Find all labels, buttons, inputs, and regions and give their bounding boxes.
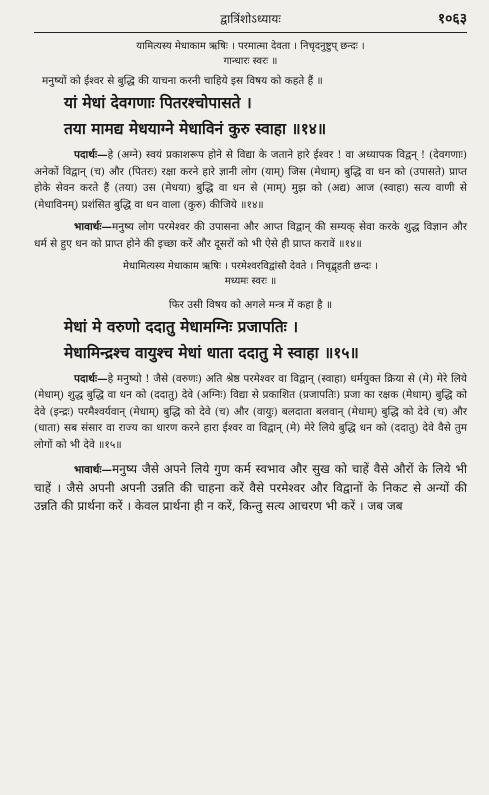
- mantra-15-intro: फिर उसी विषय को अगले मन्त्र में कहा है ॥: [168, 298, 333, 311]
- mantra-15-padartha: [34, 371, 467, 454]
- page-number: १०६३: [437, 11, 467, 27]
- bhavartha-label: भावार्थः—: [74, 463, 112, 476]
- padartha-text: हे (अग्ने) स्वयं प्रकाशरूप होने से विद्या के जताने हारे ईश्वर ! वा अध्यापक विद्वन् ! (देवगणाः) अनेकों विद्वान् (च) और (पितरः) रक्षा करने हारे ज्ञानी लोग (याम्) जिस (मेधाम्) बुद्धि वा धन को (उपासते) प्राप्त होके सेवन करते हैं (तया) उस (मेधया) बुद्धि वा धन से (माम्) मुझ को (अद्य) आज (स्वाहा) सत्य वाणी से (मेधाविनम्) प्रशंसित बुद्धि वा धन वाला (कुरु) कीजिये ॥१४॥: [34, 149, 467, 211]
- bhavartha-text: मनुष्य जैसे अपने लिये गुण कर्म स्वभाव और सुख को चाहें वैसे औरों के लिये भी चाहें । जैसे अपनी अपनी उन्नति की चाहना करें वैसे परमेश्वर और विद्वानों के निकट से अन्यों की उन्नति की प्रार्थना करें । केवल प्रार्थना ही न करें, किन्तु सत्य आचरण भी करें । जब जब: [34, 461, 467, 513]
- mantra-14-line-1: यां मेधां देवगणाः पितरश्चोपासते ।: [64, 93, 252, 112]
- chapter-title: द्वात्रिंशोऽध्यायः: [220, 12, 281, 26]
- bhavartha-label: भावार्थः—: [74, 221, 112, 234]
- header-rule: [34, 32, 467, 33]
- mantra-15-bhavartha: [34, 460, 467, 515]
- mantra-14-meta: [34, 39, 467, 69]
- padartha-label: पदार्थः—: [74, 149, 108, 161]
- mantra-15-rishi-line: मेधामित्यस्य मेधाकाम ऋषिः । परमेश्वरविद्वांसौ देवते । निचृद्बृहती छन्दः ।: [123, 260, 378, 272]
- mantra-15-svara-line: मध्यमः स्वरः ॥: [224, 275, 277, 287]
- padartha-label: पदार्थः—: [74, 372, 108, 385]
- mantra-14-bhavartha: [34, 219, 467, 252]
- padartha-text: हे मनुष्यो ! जैसे (वरुणः) अति श्रेष्ठ परमेश्वर वा विद्वान् (स्वाहा) धर्मयुक्त क्रिया से (मे) मेरे लिये (मेधाम्) शुद्ध बुद्धि वा धन को (ददातु) देवे (अग्निः) विद्या से प्रकाशित (प्रजापतिः) प्रजा का रक्षक (मेधाम्) बुद्धि को देवे (इन्द्रः) परमैश्वर्यवान् (मेधाम्) बुद्धि को देवे (च) और (वायुः) बलदाता बलवान् (मेधाम्) बुद्धि को देवे (च) और (धाता) सब संसार वा राज्य का धारण करने हारा ईश्वर वा विद्वान् (मे) मेरे लिये बुद्धि धन को (ददातु) देवे वैसे तुम लोगों को भी देवे ॥१५॥: [34, 372, 467, 451]
- page-header: [34, 8, 467, 30]
- mantra-14-intro: मनुष्यों को ईश्वर से बुद्धि की याचना करनी चाहिये इस विषय को कहते हैं ॥: [42, 75, 323, 87]
- bhavartha-text: मनुष्य लोग परमेश्वर की उपासना और आप्त विद्वान् की सम्यक् सेवा करके शुद्ध विज्ञान और धर्म से हुए धन को प्राप्त होने की इच्छा करें और दूसरों को भी ऐसे ही प्राप्त करावें ॥१४॥: [34, 221, 467, 250]
- mantra-14-padartha: [34, 147, 467, 213]
- mantra-15-line-2: मेधामिन्द्रश्च वायुश्च मेधां धाता ददातु मे स्वाहा ॥१५॥: [64, 342, 359, 362]
- mantra-15-line-1: मेधां मे वरुणो ददातु मेधामग्निः प्रजापतिः ।: [64, 316, 299, 336]
- mantra-14-svara-line: गान्धारः स्वरः ॥: [223, 56, 278, 67]
- mantra-14-line-2: तया मामद्य मेधयाग्ने मेधाविनं कुरु स्वाहा ॥१४॥: [64, 119, 327, 138]
- mantra-14-rishi-line: यामित्यस्य मेधाकाम ऋषिः । परमात्मा देवता । निचृदनुष्टुप् छन्दः ।: [136, 41, 365, 52]
- mantra-15-meta: [34, 259, 467, 289]
